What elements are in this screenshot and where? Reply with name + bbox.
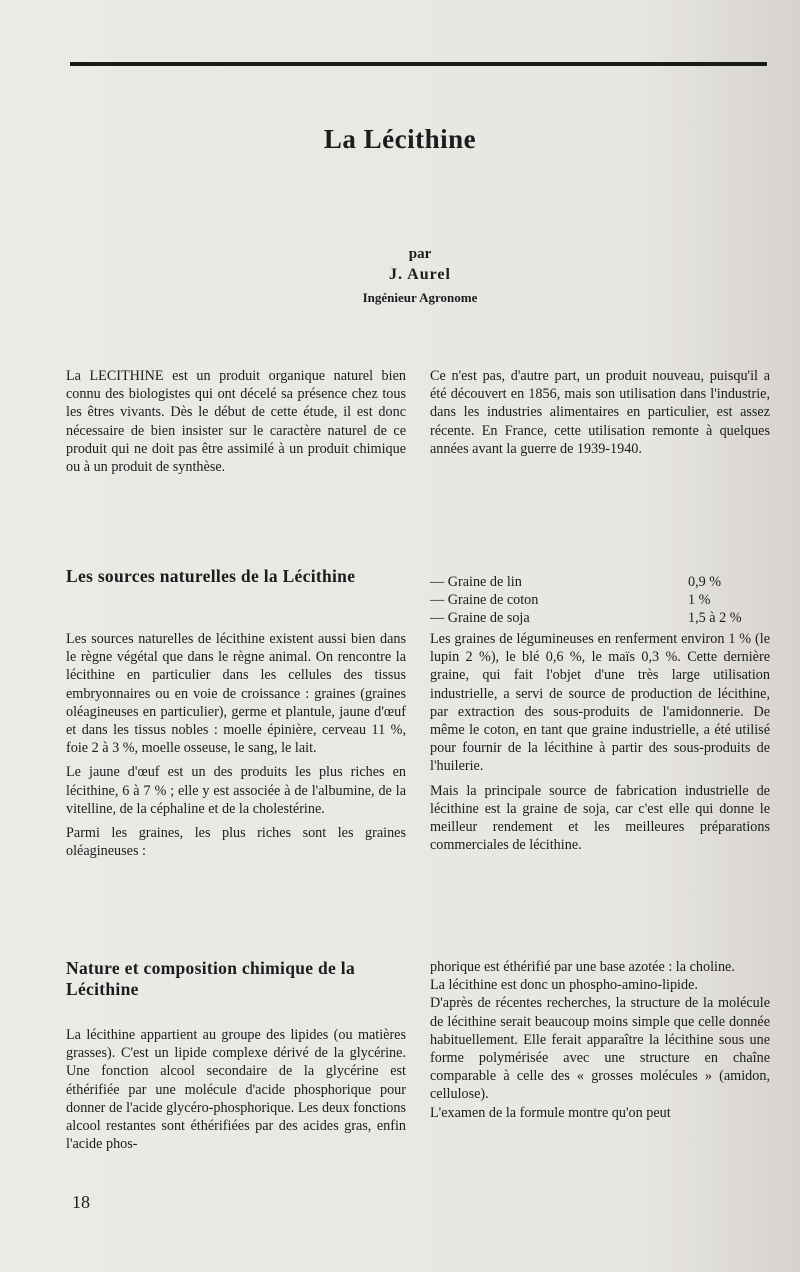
composition-paragraph: D'après de récentes recherches, la structure de la molécule de lécithine serait beaucoup moins simple que celle donnée habituellement. Elle ferait apparaître la lécithine sous une forme polymérisée avec une structure en chaîne comparable à celle des « grosses molécules » (amidon, cellulose). bbox=[430, 995, 770, 1103]
section-heading-sources: Les sources naturelles de la Lécithine bbox=[66, 566, 356, 586]
author-title: Ingénieur Agronome bbox=[362, 290, 478, 305]
list-item bbox=[430, 609, 770, 627]
list-item bbox=[430, 573, 770, 591]
composition-right-column bbox=[430, 958, 770, 1122]
composition-paragraph: La lécithine est donc un phospho-amino-lipide. bbox=[430, 977, 698, 994]
top-rule bbox=[70, 62, 767, 66]
oilseed-lecithin-list bbox=[430, 573, 770, 627]
sources-right-column bbox=[430, 630, 770, 860]
intro-left-column bbox=[66, 367, 406, 482]
byline-prefix: par bbox=[408, 246, 432, 262]
list-item-value: 1,5 à 2 % bbox=[688, 610, 742, 626]
list-item-label: — Graine de soja bbox=[430, 610, 530, 626]
composition-paragraph: La lécithine appartient au groupe des lipides (ou matières grasses). C'est un lipide complexe dérivé de la glycérine. Une fonction alcool secondaire de la glycérine est éthérifiée par une molécule d'acide phosphorique pour donner de l'acide glycéro-phosphorique. Les deux fonctions alcool restantes sont éthérifiées par des acides gras, enfin l'acide phos- bbox=[66, 1027, 406, 1153]
list-item bbox=[430, 591, 770, 609]
composition-paragraph: phorique est éthérifié par une base azotée : la choline. bbox=[430, 959, 735, 975]
composition-left-column bbox=[66, 1026, 406, 1159]
list-item-value: 0,9 % bbox=[688, 574, 722, 590]
list-item-label: — Graine de coton bbox=[430, 592, 539, 608]
intro-right-column bbox=[430, 367, 770, 464]
sources-paragraph: Les sources naturelles de lécithine existent aussi bien dans le règne végétal que dans le règne animal. On rencontre la lécithine en particulier dans les cellules des tissus embryonnaires ou en voie de croissance : graines (graines oléagineuses en particulier), germe et plantule, jaune d'œuf et dans les tissus nobles : moelle épinière, cerveau 11 %, foie 2 à 3 %, moelle osseuse, le sang, le lait. bbox=[66, 631, 406, 757]
page-number: 18 bbox=[72, 1192, 90, 1212]
sources-left-column bbox=[66, 630, 406, 866]
intro-left-paragraph: La LECITHINE est un produit organique naturel bien connu des biologistes qui ont décelé sa présence chez tous les êtres vivants. Dès le début de cette étude, il est donc nécessaire de bien insister sur le caractère naturel de ce produit qui ne doit pas être assimilé à un produit chimique ou à un produit de synthèse. bbox=[66, 368, 406, 476]
author-name: J. Aurel bbox=[389, 266, 451, 283]
sources-paragraph: Mais la principale source de fabrication industrielle de lécithine est la graine de soja, car c'est elle qui donne le meilleur rendement et les meilleures préparations commerciales de lécithine. bbox=[430, 782, 770, 854]
composition-paragraph: L'examen de la formule montre qu'on peut bbox=[430, 1104, 671, 1121]
section-heading-composition: Nature et composition chimique de la Lécithine bbox=[66, 958, 356, 999]
intro-right-paragraph: Ce n'est pas, d'autre part, un produit nouveau, puisqu'il a été découvert en 1856, mais son utilisation dans l'industrie, dans les industries alimentaires en particulier, est assez récente. En France, cette utilisation remonte à quelques années avant la guerre de 1939-1940. bbox=[430, 368, 770, 457]
sources-paragraph: Les graines de légumineuses en renferment environ 1 % (le lupin 2 %), le blé 0,6 %, le maïs 0,3 %. Cette dernière graine, qui fait l'objet d'une très large utilisation industrielle, a servi de source de production de lécithine, par extraction des sous-produits de l'amidonnerie. De même le coton, en tant que graine industrielle, a été utilisé pour fournir de la lécithine à partir des sous-produits de l'huilerie. bbox=[430, 631, 770, 775]
sources-paragraph: Parmi les graines, les plus riches sont les graines oléagineuses : bbox=[66, 825, 406, 860]
article-title: La Lécithine bbox=[323, 124, 477, 154]
sources-paragraph: Le jaune d'œuf est un des produits les plus riches en lécithine, 6 à 7 % ; elle y est associée à de l'albumine, de la vitelline, de la céphaline et de la cholestérine. bbox=[66, 764, 406, 817]
list-item-value: 1 % bbox=[688, 592, 711, 608]
list-item-label: — Graine de lin bbox=[430, 574, 522, 590]
